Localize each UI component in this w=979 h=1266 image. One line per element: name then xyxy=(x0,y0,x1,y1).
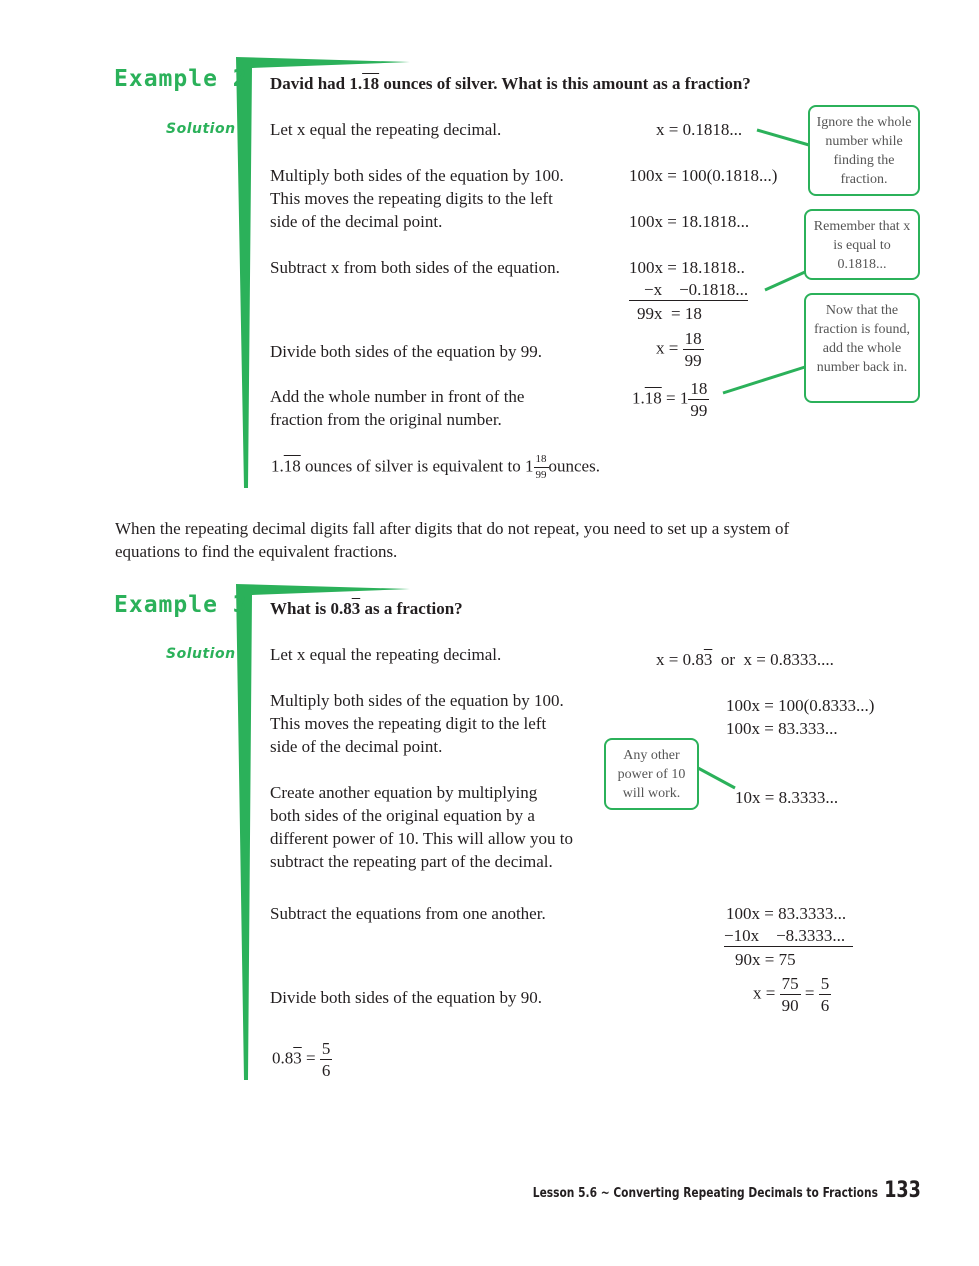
example2-conclusion: 1.18 ounces of silver is equivalent to 1 $\frac{18}{99}$ ounces. xyxy=(271,453,600,481)
example2-callout-3: Now that the fraction is found, add the whole number back in. xyxy=(804,293,920,403)
fraction: $\frac{18}{99}$ xyxy=(690,379,708,420)
example2-step-2: Multiply both sides of the equation by 100. xyxy=(270,166,564,185)
example2-eq-1: x = 0.1818... xyxy=(656,120,743,139)
example3-solution-label: Solution xyxy=(166,646,236,662)
example2-callout-1: Ignore the whole number while finding the fraction. xyxy=(808,105,920,196)
example2-step-6: Divide both sides of the equation by 99. xyxy=(270,342,542,361)
example2-eq-3: 100x = 18.1818... xyxy=(629,212,750,231)
callout1-connector xyxy=(757,130,809,145)
example2-eq-5: −x −0.1818... xyxy=(629,279,748,301)
example2-callout-2: Remember that x is equal to 0.1818... xyxy=(804,209,920,280)
example3-step-6: both sides of the original equation by a xyxy=(270,806,535,825)
example3-eq-1: x = 0.83 or x = 0.8333.... xyxy=(656,650,834,669)
example2-step-8: fraction from the original number. xyxy=(270,410,502,429)
example3-eq-6: −10x −8.3333... xyxy=(724,925,853,947)
example2-title: Example 2 xyxy=(114,66,248,92)
example2-solution-label: Solution xyxy=(166,121,236,137)
example3-step-7: different power of 10. This will allow you to xyxy=(270,829,573,848)
callout3-connector xyxy=(723,367,805,393)
example3-step-8: subtract the repeating part of the decimal. xyxy=(270,852,553,871)
transition-line-2: equations to find the equivalent fractions. xyxy=(115,542,398,561)
example3-step-10: Divide both sides of the equation by 90. xyxy=(270,988,542,1007)
example2-eq-7: x = $\frac{18}{99}$ xyxy=(656,329,702,370)
example3-eq-2: 100x = 100(0.8333...) xyxy=(726,696,875,715)
example2-eq-8: 1.18 = 1 $\frac{18}{99}$ xyxy=(632,379,708,420)
example3-eq-7: 90x = 75 xyxy=(735,950,796,969)
example3-step-2: Multiply both sides of the equation by 100. xyxy=(270,691,564,710)
callout4-connector xyxy=(698,768,735,788)
example3-title: Example 3 xyxy=(114,592,248,618)
callout2-connector xyxy=(765,272,805,290)
example3-eq-5: 100x = 83.3333... xyxy=(726,904,847,923)
example2-step-1: Let x equal the repeating decimal. xyxy=(270,120,502,139)
example3-eq-4: 10x = 8.3333... xyxy=(735,788,839,807)
fraction: $\frac{5}{6}$ xyxy=(820,974,830,1015)
example2-eq-6: 99x = 18 xyxy=(637,304,702,323)
example2-step-7: Add the whole number in front of the xyxy=(270,387,525,406)
example3-step-3: This moves the repeating digit to the left xyxy=(270,714,547,733)
fraction: $\frac{5}{6}$ xyxy=(321,1039,331,1080)
example3-step-5: Create another equation by multiplying xyxy=(270,783,538,802)
example2-eq-2: 100x = 100(0.1818...) xyxy=(629,166,778,185)
example3-step-4: side of the decimal point. xyxy=(270,737,443,756)
example2-eq-4: 100x = 18.1818.. xyxy=(629,258,745,277)
fraction: $\frac{75}{90}$ xyxy=(781,974,799,1015)
example3-question: What is 0.83 as a fraction? xyxy=(270,599,463,618)
example3-eq-3: 100x = 83.333... xyxy=(726,719,838,738)
transition-line-1: When the repeating decimal digits fall after digits that do not repeat, you need to set up a system of xyxy=(115,519,790,538)
example3-callout-1: Any other power of 10 will work. xyxy=(604,738,699,810)
example3-step-9: Subtract the equations from one another. xyxy=(270,904,546,923)
page-number: 133 xyxy=(884,1178,921,1203)
footer-lesson-title: Lesson 5.6 ~ Converting Repeating Decimals to Fractions xyxy=(532,1186,878,1201)
fraction: $\frac{18}{99}$ xyxy=(535,453,547,481)
example3-conclusion: 0.83 = $\frac{5}{6}$ xyxy=(272,1039,331,1080)
fraction: $\frac{18}{99}$ xyxy=(684,329,702,370)
example2-question: David had 1.18 ounces of silver. What is this amount as a fraction? xyxy=(270,74,751,93)
example2-step-5: Subtract x from both sides of the equation. xyxy=(270,258,560,277)
example3-eq-8: x = $\frac{75}{90}$ = $\frac{5}{6}$ xyxy=(753,974,830,1015)
example2-step-4: side of the decimal point. xyxy=(270,212,443,231)
example2-step-3: This moves the repeating digits to the left xyxy=(270,189,553,208)
example3-step-1: Let x equal the repeating decimal. xyxy=(270,645,502,664)
